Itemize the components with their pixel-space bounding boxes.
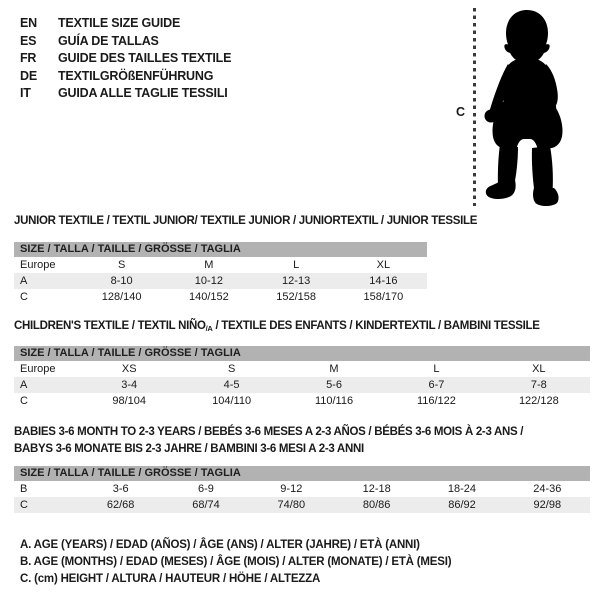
- table-cell: 3-6: [112, 483, 129, 495]
- table-cell: XS: [121, 363, 137, 375]
- lang-label: TEXTILE SIZE GUIDE: [58, 16, 181, 30]
- table-cell: 12-13: [282, 275, 311, 287]
- table-cell: 122/128: [518, 395, 559, 407]
- table-row: [14, 289, 427, 305]
- lang-label: GUÍA DE TALLAS: [58, 33, 159, 48]
- row-label: B: [20, 483, 28, 495]
- row-label: Europe: [20, 363, 56, 375]
- children-title-subscript: /A: [205, 324, 213, 333]
- junior-section-title: JUNIOR TEXTILE / TEXTIL JUNIOR/ TEXTILE JUNIOR / JUNIORTEXTIL / JUNIOR TESSILE: [14, 215, 478, 227]
- lang-row-es: [20, 33, 231, 51]
- table-cell: 110/116: [314, 395, 354, 407]
- table-cell: 6-7: [428, 379, 445, 391]
- table-row: [14, 497, 590, 513]
- lang-code: ES: [20, 33, 37, 48]
- table-cell: 6-9: [198, 483, 214, 495]
- table-cell: 92/98: [533, 499, 562, 511]
- table-cell: 24-36: [533, 483, 562, 495]
- lang-row-en: [20, 15, 231, 33]
- footnote-b: B. AGE (MONTHS) / EDAD (MESES) / ÂGE (MOIS) / ALTER (MONATE) / ETÀ (MESI): [20, 556, 452, 568]
- table-cell: S: [117, 259, 126, 271]
- table-cell: M: [329, 363, 339, 375]
- lang-row-de: [20, 68, 231, 86]
- table-row: [14, 361, 590, 377]
- table-cell: XL: [532, 363, 546, 375]
- lang-code: DE: [20, 68, 37, 83]
- babies-size-header-bar: SIZE / TALLA / TAILLE / GRÖSSE / TAGLIA: [14, 466, 590, 481]
- height-measure-label: C: [456, 105, 466, 119]
- babies-size-table: [14, 466, 590, 513]
- table-cell: 104/110: [212, 395, 252, 407]
- table-row: [14, 273, 427, 289]
- footnotes: [20, 537, 451, 588]
- language-list: [20, 15, 231, 103]
- footnote-a: A. AGE (YEARS) / EDAD (AÑOS) / ÂGE (ANS) / ALTER (JAHRE) / ETÀ (ANNI): [20, 539, 420, 551]
- children-section-title: [14, 320, 540, 333]
- table-cell: 14-16: [369, 275, 398, 287]
- table-cell: 5-6: [326, 379, 342, 391]
- toddler-silhouette-icon: [482, 8, 576, 210]
- junior-size-table: [14, 242, 427, 305]
- lang-row-fr: [20, 50, 231, 68]
- row-label: Europe: [20, 259, 56, 271]
- table-cell: 3-4: [121, 379, 138, 391]
- table-cell: 8-10: [110, 275, 133, 287]
- babies-section-title-line1: BABIES 3-6 MONTH TO 2-3 YEARS / BEBÉS 3-6 MESES A 2-3 AÑOS / BÉBÉS 3-6 MOIS À 2-3 ANS /: [14, 426, 524, 438]
- table-cell: 74/80: [277, 499, 306, 511]
- table-row: [14, 377, 590, 393]
- table-cell: 128/140: [101, 291, 142, 303]
- table-row: [14, 257, 427, 273]
- height-measure-dotted-line: [473, 8, 476, 206]
- table-cell: 152/158: [276, 291, 316, 303]
- lang-label: GUIDE DES TAILLES TEXTILE: [58, 51, 232, 66]
- lang-code: IT: [20, 86, 31, 101]
- children-size-table: [14, 346, 590, 409]
- table-cell: 62/68: [106, 499, 135, 511]
- row-label: C: [20, 291, 28, 303]
- table-cell: 140/152: [188, 291, 229, 303]
- lang-label: TEXTILGRÖßENFÜHRUNG: [58, 68, 214, 83]
- table-cell: 7-8: [530, 379, 547, 391]
- table-cell: 9-12: [280, 483, 303, 495]
- lang-label: GUIDA ALLE TAGLIE TESSILI: [58, 86, 228, 101]
- table-cell: 116/122: [416, 395, 456, 407]
- children-size-header-bar: SIZE / TALLA / TAILLE / GRÖSSE / TAGLIA: [14, 346, 590, 361]
- table-cell: 68/74: [192, 499, 220, 511]
- table-cell: 80/86: [362, 499, 391, 511]
- row-label: A: [20, 275, 28, 287]
- babies-section-title-line2: BABYS 3-6 MONATE BIS 2-3 JAHRE / BAMBINI 3-6 MESI A 2-3 ANNI: [14, 443, 364, 455]
- table-cell: S: [227, 363, 236, 375]
- table-row: [14, 481, 590, 497]
- table-cell: 98/104: [112, 395, 147, 407]
- table-cell: L: [293, 259, 300, 271]
- row-label: C: [20, 499, 28, 511]
- lang-code: EN: [20, 16, 37, 30]
- table-cell: 10-12: [194, 275, 223, 287]
- row-label: C: [20, 395, 28, 407]
- lang-row-it: [20, 85, 231, 103]
- table-cell: 86/92: [448, 499, 476, 511]
- table-cell: 12-18: [362, 483, 391, 495]
- footnote-c: C. (cm) HEIGHT / ALTURA / HAUTEUR / HÖHE / ALTEZZA: [20, 573, 321, 585]
- table-cell: 158/170: [363, 291, 404, 303]
- lang-code: FR: [20, 51, 37, 66]
- children-title-main: CHILDREN'S TEXTILE / TEXTIL NIÑO: [14, 320, 206, 332]
- table-cell: L: [433, 363, 440, 375]
- table-cell: M: [204, 259, 214, 271]
- table-row: [14, 393, 590, 409]
- table-cell: XL: [376, 259, 391, 271]
- children-title-rest: / TEXTILE DES ENFANTS / KINDERTEXTIL / BAMBINI TESSILE: [212, 320, 540, 332]
- row-label: A: [20, 379, 28, 391]
- junior-size-header-bar: SIZE / TALLA / TAILLE / GRÖSSE / TAGLIA: [14, 242, 427, 257]
- table-cell: 18-24: [447, 483, 477, 495]
- table-cell: 4-5: [223, 379, 240, 391]
